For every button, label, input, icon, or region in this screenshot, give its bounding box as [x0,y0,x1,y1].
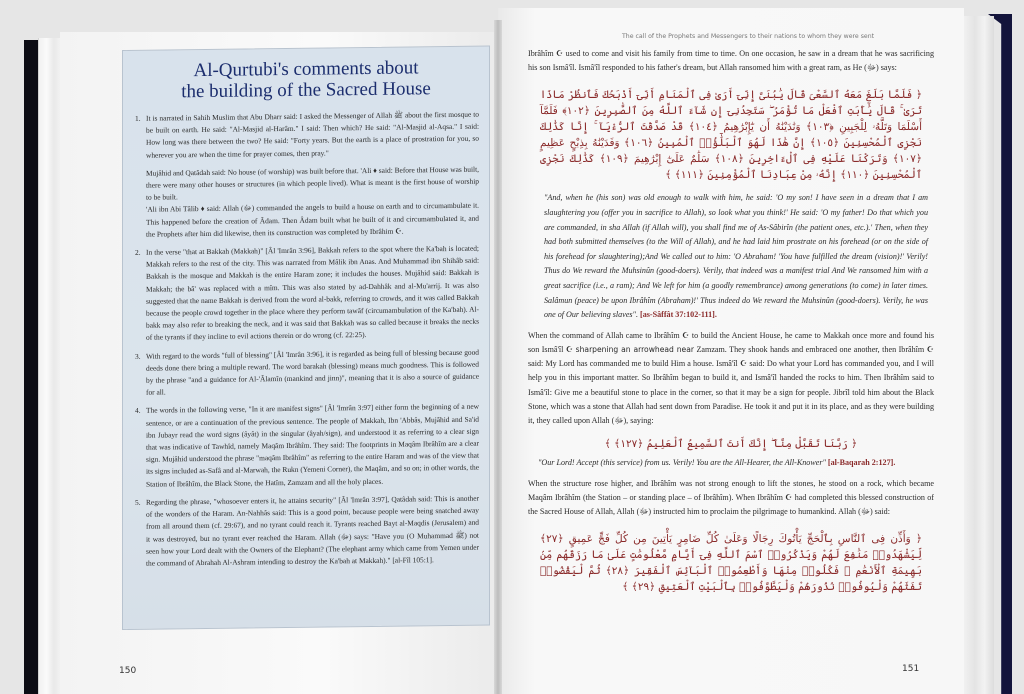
list-subparagraph: 'Ali ibn Abi Tâlib ♦ said: Allah (ﷻ) commanded the angels to build a house on earth and to circumambulate it. This happened before the creation of Âdam. Then Âdam built what he built of it and circumambulated it, and the Prophets after him did likewise, then its construction was completed by Ibrâhim ☪. [146,201,479,239]
paragraph: When the structure rose higher, and Ibrâhîm was not strong enough to lift the stones, he stood on a rock, which became Maqâm Ibrâhîm (the Station – or standing place – of Ibrâhîm). When Ibrâhîm ☪ had completed this blessed construction of the Sacred House of Allah, Allah (ﷻ) instructed him to proclaim the pilgrimage to humankind. Allah (ﷻ) said: [528,478,934,517]
paragraph: Ibrâhîm ☪ used to come and visit his family from time to time. On one occasion, he saw in a dream that he was sacrificing his son Ismâ'îl. Ismâ'îl responded to his father's dream, but Allah ransomed him with a great ram, as He (ﷻ) says: [528,49,934,73]
verse-reference: [as-Sâffât 37:102-111]. [640,310,717,320]
quran-verse-arabic: ﴿ وَأَذِّن فِى ٱلنَّاسِ بِٱلْحَجِّ يَأْتُوكَ رِجَالًا وَعَلَىٰ كُلِّ ضَامِرٍ يَأْتِينَ مِن كُلِّ فَجٍّ عَمِيقٍ ﴿٢٧﴾ لِّيَشْهَدُوا۟ مَنَٰفِعَ لَهُمْ وَيَذْكُرُوا۟ ٱسْمَ ٱللَّهِ فِىٓ أَيَّامٍ مَّعْلُومَٰتٍ عَلَىٰ مَا رَزَقَهُم مِّنۢ بَهِيمَةِ ٱلْأَنْعَٰمِ ۖ فَكُلُوا۟ مِنْهَا وَأَطْعِمُوا۟ ٱلْبَآئِسَ ٱلْفَقِيرَ ﴿٢٨﴾ ثُمَّ لْيَقْضُوا۟ تَفَثَهُمْ وَلْيُوفُوا۟ نُذُورَهُمْ وَلْيَطَّوَّفُوا۟ بِٱلْبَيْتِ ٱلْعَتِيقِ ﴿٢٩﴾ ﴾ [540,533,923,594]
book-gutter [494,20,502,694]
page-edges-right [962,16,994,694]
verse-translation: "And, when he (his son) was old enough to walk with him, he said: 'O my son! I have seen in a dream that I am slaughtering you (offer you in sacrifice to Allah), so look what you think!' He said: 'O my father! Do that which you are commanded, in sha Allah (if Allah will), you shall find me of As-Sâbirîn (the patient ones, etc.).' Then, when they had both submitted themselves (to the Will of Allah), and he had laid him prostrate on his forehead (or on the side of his forehead for slaughtering);And We called out to him: 'O Abraham! 'You have fulfilled the dream (vision)!' Verily! Thus do We reward the Muhsinûn (good-doers). Verily, that indeed was a manifest trial And We ransomed him with a great sacrifice (i.e., a ram); And We left for him (a goodly remembrance) among generations (to come) in later times. Salâmun (peace) be upon Ibrâhîm (Abraham)!' Thus indeed do We reward the Muhsinûn (good-doers). Verily, he was one of Our believing slaves". [as-Sâffât 37:102-111]. [544,193,928,320]
paragraph: When the command of Allah came to Ibrâhîm ☪ to build the Ancient House, he came to Makkah once more and found his son Ismâ'îl ☪ sharpening an arrowhead near Zamzam. They shook hands and embraced one another, then Ibrâhîm ☪ said: My Lord has commanded me to build Him a house. Ismâ'îl ☪ said: Do what your Lord has commanded you, and I will help you in this important matter. So Ibrâhîm began to build it, and Ismâ'îl handed the rocks to him. Then Ibrâhîm said to Ismâ'îl: Give me a beautiful stone to place in the corner, so that it may be a sign for people. Jibrîl told him about the Black Stone, which was a stone that Allah had sent down from Paradise. He took it and put it in its place, and as they were building it, they called upon Allah (ﷻ), saying: [528,330,934,425]
commentary-box [122,46,490,630]
book-cover-left [24,40,38,694]
box-body [123,99,489,571]
verse-reference: [al-Baqarah 2:127]. [827,458,896,468]
list-item: 2. In the verse "that at Bakkah (Makkah)" [Âl 'Imrân 3:96], Bakkah refers to the spot where the Ka'bah is located; Makkah refers to the rest of the city. This was narrated from Mâlik ibn Anas. And Muhammad ibn Shihâb said: Bakkah is the mosque and Makkah is the entire Haram zone; it includes the houses. Mujâhid said: Bakkah is Makkah; the bâ' was replaced with a mîm. This was also stated by ad-Dahhâk and al-Mu'arrij. It was also suggested that the name Bakkah is derived from the word al-bakk, referring to crowds, and it was called Bakkah because the people crowd together in the place where they perform tawâf (circumambulation of the Ka'bah). Al-bakk may also refer to breaking the neck, and it was said that Bakkah was so called because it breaks the necks of the tyrants if they incline to evil actions therein or do wrong (cf. 22:25). [135,243,479,343]
list-subparagraph: Mujâhid and Qatâdah said: No house (of worship) was built before that. 'Ali ♦ said: Before that House was built, there were many other houses or structures (in which people lived). What is meant is the first house of worship to be built. [146,164,479,202]
quran-verse-arabic: ﴿ رَبَّنَا تَقَبَّلْ مِنَّآ ۖ إِنَّكَ أَنتَ ٱلسَّمِيعُ ٱلْعَلِيمُ ﴿١٢٧﴾ ﴾ [604,438,858,451]
quran-verse-arabic: ﴿ فَلَمَّا بَلَغَ مَعَهُ ٱلسَّعْىَ قَالَ يَٰبُنَىَّ إِنِّىٓ أَرَىٰ فِى ٱلْمَنَامِ أَنِّىٓ أَذْبَحُكَ فَٱنظُرْ مَاذَا تَرَىٰ ۚ قَالَ يَٰٓأَبَتِ ٱفْعَلْ مَا تُؤْمَرُ ۖ سَتَجِدُنِىٓ إِن شَآءَ ٱللَّهُ مِنَ ٱلصَّٰبِرِينَ ﴿١٠٢﴾ فَلَمَّآ أَسْلَمَا وَتَلَّهُۥ لِلْجَبِينِ ﴿١٠٣﴾ وَنَٰدَيْنَٰهُ أَن يَٰٓإِبْرَٰهِيمُ ﴿١٠٤﴾ قَدْ صَدَّقْتَ ٱلرُّءْيَآ ۚ إِنَّا كَذَٰلِكَ نَجْزِى ٱلْمُحْسِنِينَ ﴿١٠٥﴾ إِنَّ هَٰذَا لَهُوَ ٱلْبَلَٰٓؤُا۟ ٱلْمُبِينُ ﴿١٠٦﴾ وَفَدَيْنَٰهُ بِذِبْحٍ عَظِيمٍ ﴿١٠٧﴾ وَتَرَكْنَا عَلَيْهِ فِى ٱلْءَاخِرِينَ ﴿١٠٨﴾ سَلَٰمٌ عَلَىٰٓ إِبْرَٰهِيمَ ﴿١٠٩﴾ كَذَٰلِكَ نَجْزِى ٱلْمُحْسِنِينَ ﴿١١٠﴾ إِنَّهُۥ مِنْ عِبَادِنَا ٱلْمُؤْمِنِينَ ﴿١١١﴾ ﴾ [540,89,923,182]
box-title: Al-Qurtubi's comments about the building of the Sacred House [181,57,431,103]
page-number-right: 151 [902,664,920,674]
right-page-body [528,47,934,603]
verse-translation: "Our Lord! Accept (this service) from us. Verily! You are the All-Hearer, the All-Knower" [al-Baqarah 2:127]. [538,458,896,468]
page-number-left: 150 [119,666,137,676]
list-item: 4. The words in the following verse, "In it are manifest signs" [Âl 'Imrân 3:97] either form the beginning of a new sentence, or are a continuation of the previous sentence. The people of Makkah, Ibn 'Abbâs, Mujâhid and Sa'id ibn Jubayr read the word signs (âyât) in the singular (âyah/sign), and understood it as referring to a clear sign that was indicative of Tawhîd, namely Maqâm Ibrâhîm. They said: The footprints in Maqâm Ibrâhîm are a clear sign. Mujâhid understood the phrase "maqâm Ibrâhîm" as referring to the entire Haram and was of the view that its signs included as-Safâ and al-Marwah, the Rukn (Yemeni Corner), the Maqâm, and so on; in other words, the Station of Ibrâhîm, the Black Stone, the Hatîm, Zamzam and all the holy places. [135,402,479,489]
running-head: The call of the Prophets and Messengers to their nations to whom they were sent [622,33,875,40]
list-item: 3. With regard to the words "full of blessing" [Âl 'Imrân 3:96], it is regarded as being full of blessing because good deeds done there bring a multiple reward. The word barakah (blessing) means much goodness. This is followed by the phrase "and a guidance for Al-'Âlamîn (mankind and jinn)", meaning that it is also a source of guidance for all. [135,347,479,397]
list-item: 1. It is narrated in Sahih Muslim that Abu Dharr said: I asked the Messenger of Allah ﷺ about the first mosque to be built on earth. He said: "Al-Masjid al-Harâm." I said: Then which? He said: "Al-Masjid al-Aqsa." I said: How long was there between the two? He said: "Forty years. But the earth is a place of prostration for you, so wherever you are when the time for prayer comes, then pray." [135,109,479,160]
list-item: 5. Regarding the phrase, "whosoever enters it, he attains security" [Âl 'Imrân 3:97], Qatâdah said: This is another of the wonders of the Haram. An-Nahhâs said: This is a good point, because people were being snatched away from all around them (cf. 29:67), and no tyrant could reach it. Tyrants reached Bayt al-Maqdis (Jerusalem) and it was destroyed, but no tyrant ever reached the Haram. Allah (ﷻ) says: "Have you (O Muhammad ﷺ) not seen how your Lord dealt with the Owners of the Elephant? (The elephant army which came from Yemen under the command of Abrahah Al-Ashram intending to destroy the Ka'bah at Makkah)." [al-Fîl 105:1]. [135,493,479,568]
